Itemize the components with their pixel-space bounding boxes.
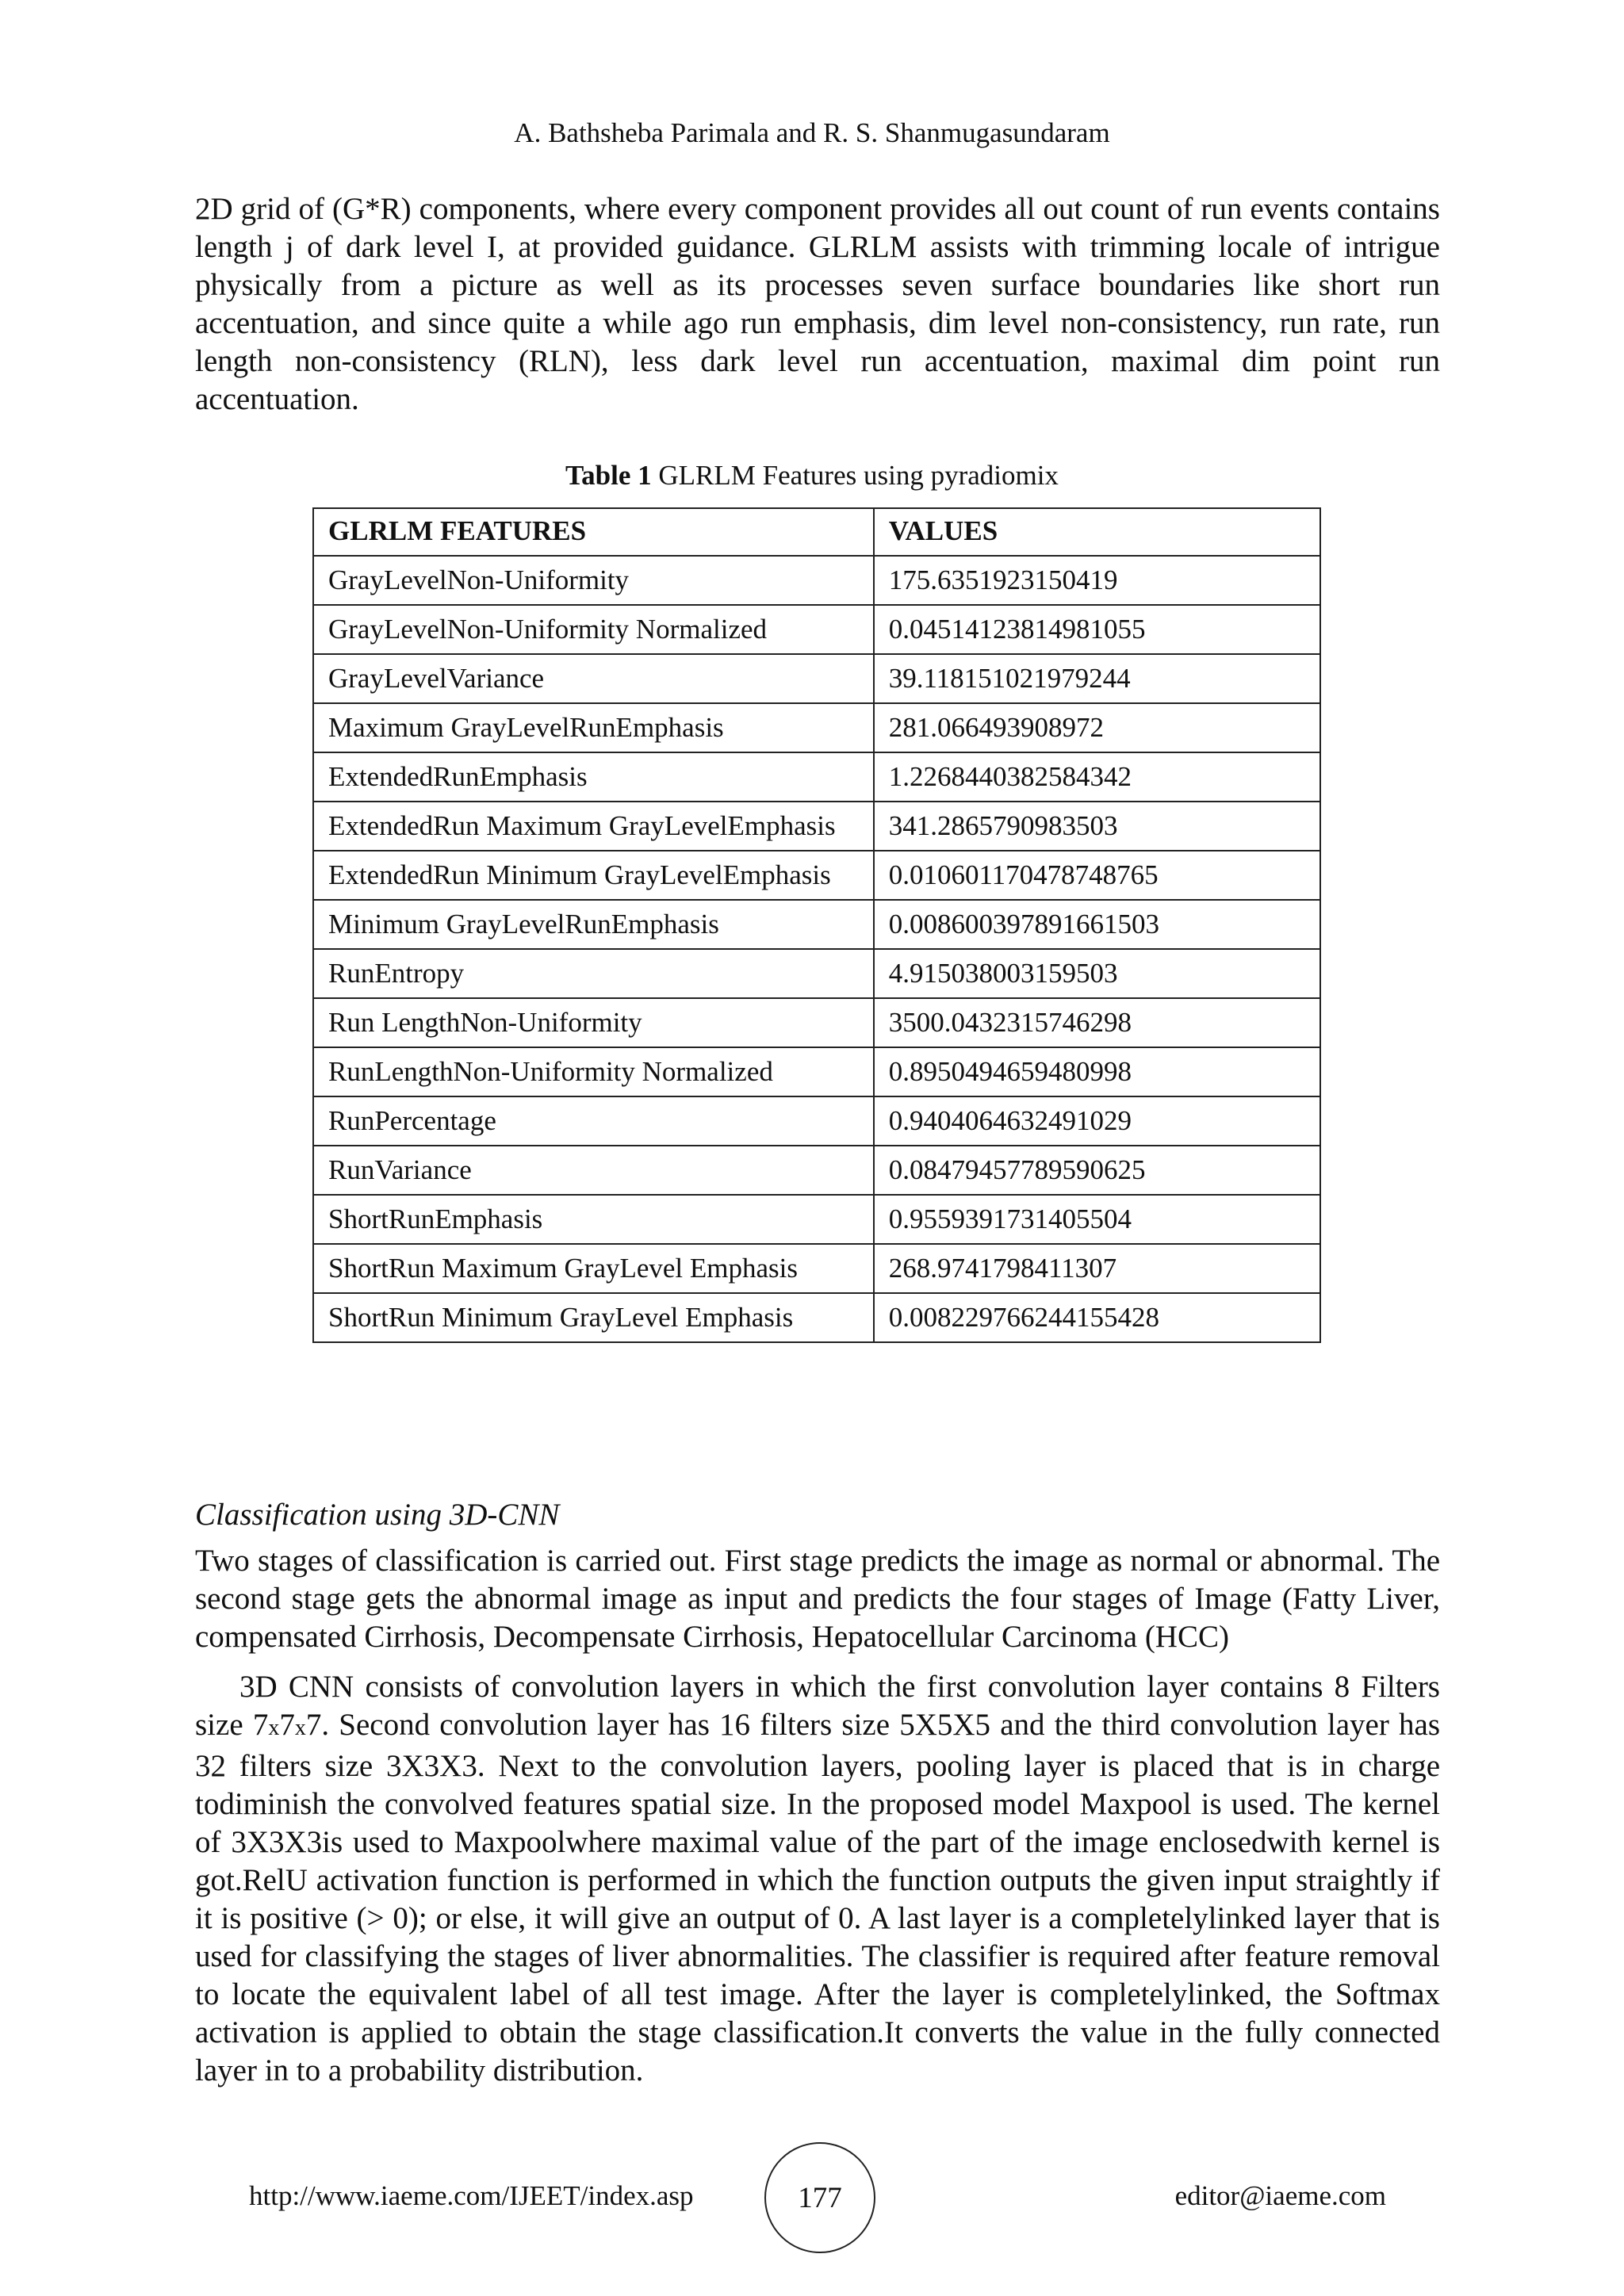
table-row — [313, 802, 1320, 851]
table-caption-text: GLRLM Features using pyradiomix — [651, 460, 1059, 491]
feature-name: GrayLevelNon-Uniformity Normalized — [313, 605, 874, 654]
feature-name: ShortRun Maximum GrayLevel Emphasis — [313, 1244, 874, 1293]
feature-name: Maximum GrayLevelRunEmphasis — [313, 703, 874, 752]
feature-name: RunVariance — [313, 1146, 874, 1195]
feature-value: 341.2865790983503 — [874, 802, 1320, 851]
feature-value: 0.04514123814981055 — [874, 605, 1320, 654]
feature-name: ShortRun Minimum GrayLevel Emphasis — [313, 1293, 874, 1342]
feature-value: 281.066493908972 — [874, 703, 1320, 752]
table-row — [313, 900, 1320, 949]
header-values: VALUES — [874, 508, 1320, 556]
table-row — [313, 752, 1320, 802]
table-row — [313, 1244, 1320, 1293]
table-row — [313, 1195, 1320, 1244]
footer-url-link[interactable]: http://www.iaeme.com/IJEET/index.asp — [249, 2180, 694, 2211]
feature-name: Run LengthNon-Uniformity — [313, 998, 874, 1047]
feature-value: 0.08479457789590625 — [874, 1146, 1320, 1195]
feature-value: 0.9404064632491029 — [874, 1096, 1320, 1146]
body-paragraph-stages: Two stages of classification is carried out. First stage predicts the image as normal or abnormal. The second stage gets the abnormal image as input and predicts the four stages of Image (Fatty Liver, compensated Cirrhosis, Decompensate Cirrhosis, Hepatocellular Carcinoma (HCC) — [195, 1544, 1440, 1654]
paragraph-3-start: 3D CNN consists of convolution layers in which the first convolution layer contains 8 Filters size 7 — [195, 1670, 1440, 1742]
page-number — [764, 2142, 875, 2253]
feature-value: 3500.0432315746298 — [874, 998, 1320, 1047]
table-row — [313, 1293, 1320, 1342]
feature-value: 0.010601170478748765 — [874, 851, 1320, 900]
feature-value: 0.9559391731405504 — [874, 1195, 1320, 1244]
table-row — [313, 605, 1320, 654]
feature-name: ExtendedRun Minimum GrayLevelEmphasis — [313, 851, 874, 900]
body-paragraph-3dcnn — [195, 1668, 1440, 2090]
kernel-x-1: x — [268, 1716, 280, 1740]
table-caption — [0, 460, 1624, 492]
table-row — [313, 654, 1320, 703]
feature-value: 0.008600397891661503 — [874, 900, 1320, 949]
feature-value: 0.008229766244155428 — [874, 1293, 1320, 1342]
table-header-row — [313, 508, 1320, 556]
table-row — [313, 703, 1320, 752]
table-row — [313, 998, 1320, 1047]
feature-value: 175.6351923150419 — [874, 556, 1320, 605]
kernel-x-2: x — [294, 1716, 306, 1740]
table-row — [313, 1096, 1320, 1146]
header-features: GLRLM FEATURES — [313, 508, 874, 556]
feature-name: RunPercentage — [313, 1096, 874, 1146]
feature-name: GrayLevelVariance — [313, 654, 874, 703]
feature-name: RunLengthNon-Uniformity Normalized — [313, 1047, 874, 1096]
feature-value: 39.118151021979244 — [874, 654, 1320, 703]
table-row — [313, 851, 1320, 900]
table-caption-label: Table 1 — [565, 460, 652, 491]
table-row — [313, 949, 1320, 998]
table-row — [313, 1047, 1320, 1096]
feature-name: ExtendedRun Maximum GrayLevelEmphasis — [313, 802, 874, 851]
running-head: A. Bathsheba Parimala and R. S. Shanmugasundaram — [514, 117, 1110, 148]
section-heading: Classification using 3D-CNN — [195, 1498, 560, 1532]
feature-value: 4.915038003159503 — [874, 949, 1320, 998]
feature-name: ExtendedRunEmphasis — [313, 752, 874, 802]
page-number-text: 177 — [798, 2181, 842, 2214]
feature-name: GrayLevelNon-Uniformity — [313, 556, 874, 605]
footer-email-link[interactable]: editor@iaeme.com — [1174, 2180, 1386, 2211]
feature-name: ShortRunEmphasis — [313, 1195, 874, 1244]
feature-value: 0.8950494659480998 — [874, 1047, 1320, 1096]
feature-value: 268.9741798411307 — [874, 1244, 1320, 1293]
table-row — [313, 1146, 1320, 1195]
kernel-seven: 7 — [279, 1708, 295, 1742]
body-paragraph-glrlm: 2D grid of (G*R) components, where every component provides all out count of run events contains length j of dark level I, at provided guidance. GLRLM assists with trimming locale of intrigue physically from a picture as well as its processes seven surface boundaries like short run accentuation, and since quite a while ago run emphasis, dim level non-consistency, run rate, run length non-consistency (RLN), less dark level run accentuation, maximal dim point run accentuation. — [195, 192, 1440, 416]
feature-value: 1.2268440382584342 — [874, 752, 1320, 802]
table-row — [313, 556, 1320, 605]
paragraph-3-rest: 7. Second convolution layer has 16 filters size 5X5X5 and the third convolution layer has 32 filters size 3X3X3. Next to the convolution layers, pooling layer is placed that is in charge todiminish the convolved features spatial size. In the proposed model Maxpool is used. The kernel of 3X3X3is used to Maxpoolwhere maximal value of the part of the image enclosedwith kernel is got.RelU activation function is performed in which the function outputs the given input straightly if it is positive (> 0); or else, it will give an output of 0. A last layer is a completelylinked layer that is used for classifying the stages of liver abnormalities. The classifier is required after feature removal to locate the equivalent label of all test image. After the layer is completelylinked, the Softmax activation is applied to obtain the stage classification.It converts the value in the fully connected layer in to a probability distribution. — [195, 1708, 1440, 2087]
glrlm-features-table — [312, 507, 1321, 1343]
feature-name: RunEntropy — [313, 949, 874, 998]
feature-name: Minimum GrayLevelRunEmphasis — [313, 900, 874, 949]
